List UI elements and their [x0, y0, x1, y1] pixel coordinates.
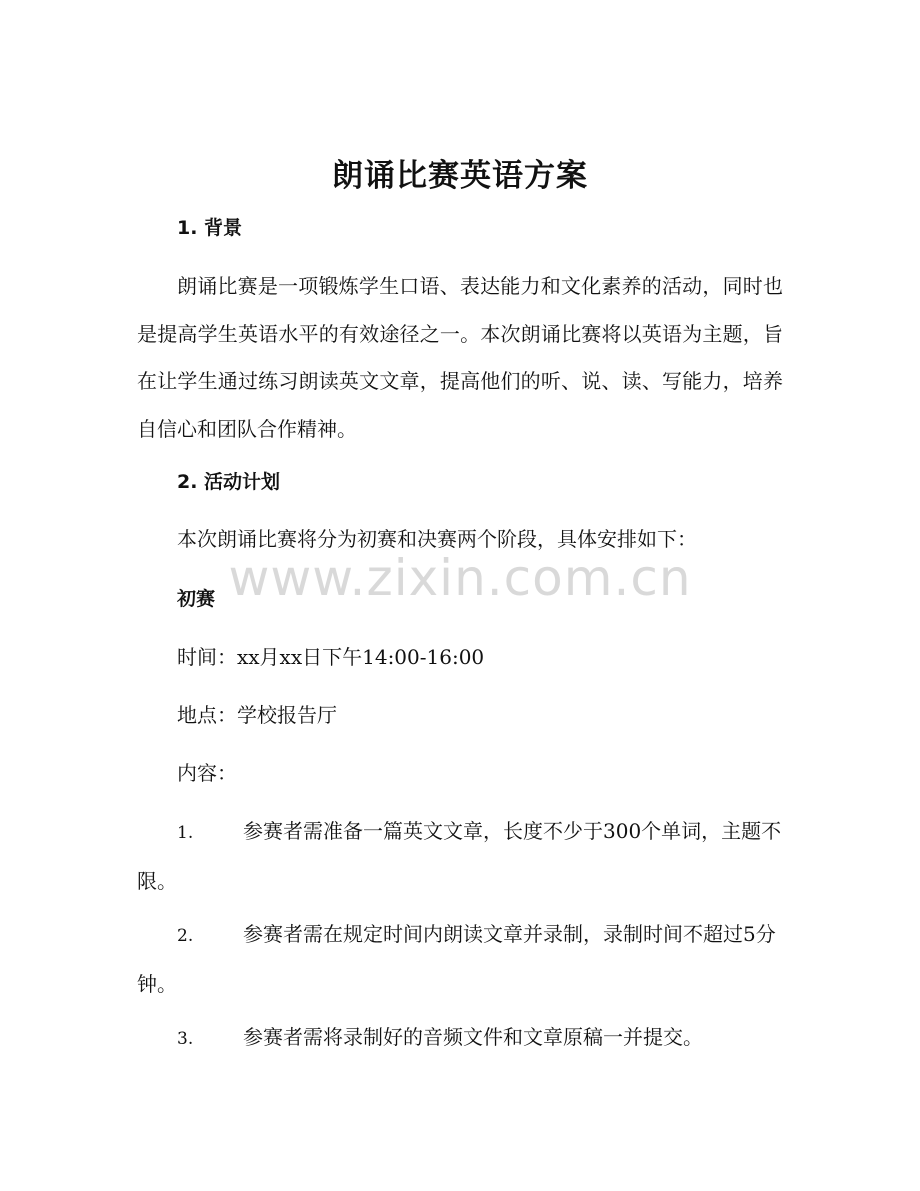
- list-item: [137, 911, 783, 1008]
- section-heading-plan: 2. 活动计划: [177, 471, 281, 493]
- preliminary-heading: 初赛: [177, 588, 216, 610]
- list-item-number: 1.: [177, 823, 194, 843]
- list-item-number: 3.: [177, 1029, 194, 1049]
- background-paragraph: 朗诵比赛是一项锻炼学生口语、表达能力和文化素养的活动，同时也是提高学生英语水平的有效途径之一。本次朗诵比赛将以英语为主题，旨在让学生通过练习朗读英文文章，提高他们的听、说、读、写能力，培养自信心和团队合作精神。: [137, 274, 783, 441]
- preliminary-location: 地点：学校报告厅: [177, 703, 337, 727]
- watermark: www.zixin.com.cn: [228, 549, 692, 607]
- plan-intro: 本次朗诵比赛将分为初赛和决赛两个阶段，具体安排如下：: [177, 527, 697, 551]
- document-title: 朗诵比赛英语方案: [332, 158, 588, 194]
- list-item: [137, 808, 783, 905]
- preliminary-content-label: 内容：: [177, 761, 237, 785]
- list-item: [137, 1014, 783, 1064]
- list-item-text: 参赛者需在规定时间内朗读文章并录制，录制时间不超过5分钟。: [137, 922, 776, 996]
- preliminary-time: 时间：xx月xx日下午14:00-16:00: [177, 645, 485, 669]
- list-item-text: 参赛者需准备一篇英文文章，长度不少于300个单词，主题不限。: [137, 819, 782, 893]
- list-item-text: 参赛者需将录制好的音频文件和文章原稿一并提交。: [243, 1025, 703, 1049]
- list-item-number: 2.: [177, 926, 194, 946]
- section-heading-background: 1. 背景: [177, 217, 243, 239]
